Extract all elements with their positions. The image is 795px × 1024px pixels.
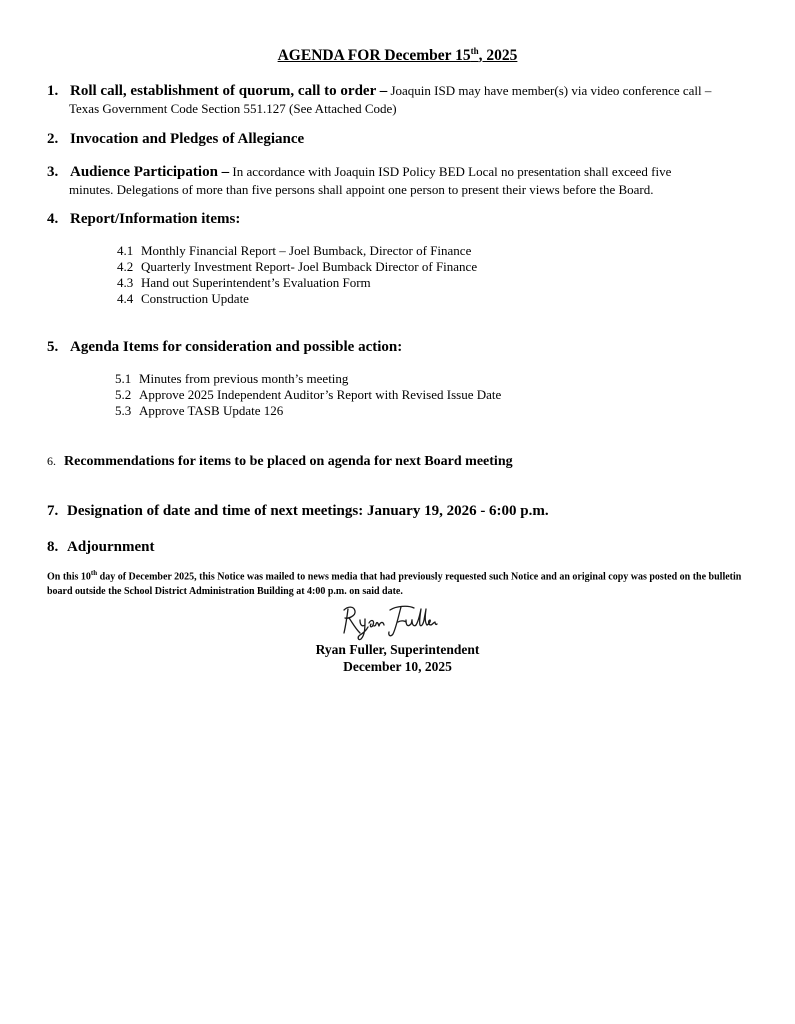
item-number: 8. [47, 539, 59, 555]
agenda-item-8 [47, 538, 747, 556]
list-item: 5.2 Approve 2025 Independent Auditor’s Report with Revised Issue Date [115, 387, 502, 402]
item-heading: Roll call, establishment of quorum, call to order – [70, 83, 388, 99]
report-items-list [117, 243, 477, 307]
item-number: 2. [47, 131, 59, 147]
agenda-action-items-list [115, 371, 501, 419]
signer-name: Ryan Fuller, Superintendent [315, 642, 480, 657]
list-item: 4.2 Quarterly Investment Report- Joel Bumback Director of Finance [117, 259, 478, 274]
signature-image [338, 600, 438, 642]
item-number: 5. [47, 339, 59, 355]
item-heading: Audience Participation – [70, 164, 230, 180]
item-heading: Invocation and Pledges of Allegiance [70, 131, 305, 147]
signer-block [0, 641, 795, 675]
item-description-continued: Texas Government Code Section 551.127 (See Attached Code) [69, 101, 397, 116]
list-item: 4.3 Hand out Superintendent’s Evaluation Form [117, 275, 371, 290]
item-heading: Designation of date and time of next meetings: January 19, 2026 - 6:00 p.m. [67, 503, 549, 519]
item-description: Joaquin ISD may have member(s) via video conference call – [387, 83, 712, 98]
item-description-continued: minutes. Delegations of more than five persons shall appoint one person to present their views before the Board. [69, 182, 654, 197]
agenda-item-3 [47, 163, 747, 198]
list-item: 5.1 Minutes from previous month’s meeting [115, 371, 349, 386]
item-number: 1. [47, 83, 59, 99]
agenda-item-4 [47, 210, 747, 228]
posting-notice: On this 10th day of December 2025, this Notice was mailed to news media that had previously requested such Notice and an original copy was posted on the bulletin board outside the School District Administration Building at 4:00 p.m. on said date. [47, 569, 742, 598]
agenda-item-2 [47, 130, 747, 148]
item-number: 3. [47, 164, 59, 180]
agenda-item-1 [47, 82, 747, 117]
agenda-item-5 [47, 338, 747, 356]
item-heading: Adjournment [67, 539, 155, 555]
item-number: 6. [47, 454, 56, 468]
agenda-item-7 [47, 502, 747, 520]
list-item: 5.3 Approve TASB Update 126 [115, 403, 284, 418]
item-number: 4. [47, 211, 59, 227]
agenda-title: AGENDA FOR December 15th, 2025 [277, 46, 518, 65]
item-heading: Agenda Items for consideration and possible action: [70, 339, 403, 355]
item-heading: Recommendations for items to be placed on agenda for next Board meeting [64, 454, 513, 469]
list-item: 4.1 Monthly Financial Report – Joel Bumback, Director of Finance [117, 243, 472, 258]
item-number: 7. [47, 503, 59, 519]
agenda-item-6 [47, 452, 747, 470]
item-description: In accordance with Joaquin ISD Policy BED Local no presentation shall exceed five [229, 164, 672, 179]
item-heading: Report/Information items: [70, 211, 241, 227]
list-item: 4.4 Construction Update [117, 291, 249, 306]
signature-date: December 10, 2025 [343, 659, 452, 674]
